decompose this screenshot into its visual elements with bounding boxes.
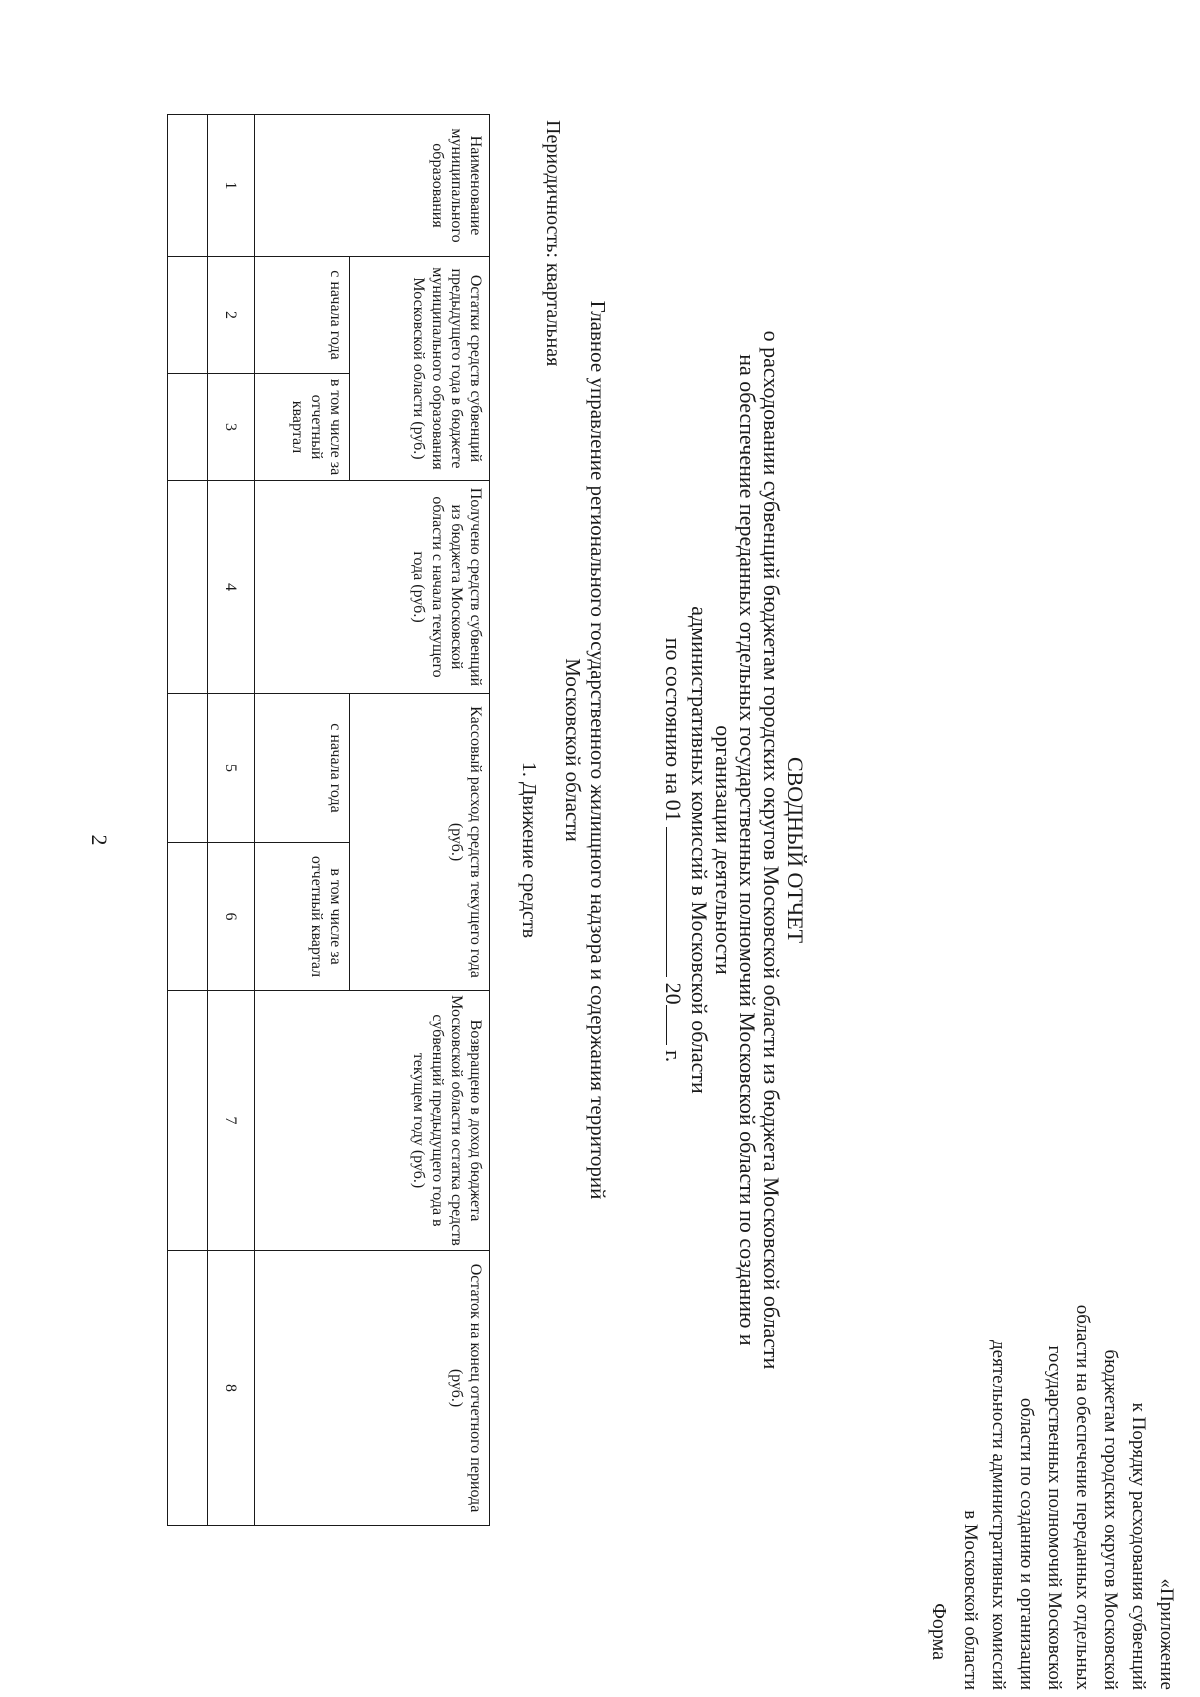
movement-table	[167, 114, 490, 1526]
header-balance-previous-year: Остатки средств субвенций предыдущего года в бюджете муниципального образования Московской области (руб.)	[350, 257, 490, 481]
table-cell[interactable]	[168, 1251, 208, 1526]
header-returned-to-budget: Возвращено в доход бюджета Московской области остатка средств субвенций предыдущего года в текущем году (руб.)	[255, 991, 490, 1251]
report-subtitle-line: на обеспечение переданных отдельных государственных полномочий Московской области по созданию и организации деятельности	[711, 354, 760, 1346]
report-title-block	[661, 300, 807, 1400]
column-number: 2	[208, 257, 255, 374]
appendix-line: деятельности административных комиссий	[988, 1340, 1009, 1690]
subheader-balance-quarter: в том числе за отчетный квартал	[255, 374, 350, 481]
appendix-line: «Приложение	[1156, 1578, 1177, 1690]
table-number-row	[208, 115, 255, 1526]
column-number: 4	[208, 481, 255, 694]
header-balance-end-period: Остаток на конец отчетного периода (руб.)	[255, 1251, 490, 1526]
table-cell[interactable]	[168, 257, 208, 374]
appendix-line: к Порядку расходования субвенций	[1128, 1402, 1149, 1690]
report-date-prefix: по состоянию на 01	[661, 637, 686, 822]
table-cell[interactable]	[168, 481, 208, 694]
subheader-balance-year-start: с начала года	[255, 257, 350, 374]
table-cell[interactable]	[168, 374, 208, 481]
appendix-line: государственных полномочий Московской	[1044, 1345, 1065, 1690]
date-month-blank[interactable]	[666, 827, 685, 977]
subheader-expense-year-start: с начала года	[255, 694, 350, 843]
report-subtitle-line: о расходовании субвенций бюджетам городских округов Московской области из бюджета Московской области	[759, 330, 784, 1370]
date-year-blank[interactable]	[666, 1005, 685, 1045]
header-received-subventions: Получено средств субвенций из бюджета Московской области с начала текущего года (руб.)	[255, 481, 490, 694]
header-cash-expense: Кассовый расход средств текущего года (руб.)	[350, 694, 490, 991]
appendix-line: в Московской области	[960, 1510, 981, 1690]
column-number: 6	[208, 843, 255, 991]
report-subtitle-line: административных комиссий в Московской области	[687, 606, 712, 1094]
table-cell[interactable]	[168, 694, 208, 843]
agency-name: Главное управление регионального государственного жилищного надзора и содержания территорий Московской области	[561, 300, 610, 1200]
column-number: 8	[208, 1251, 255, 1526]
appendix-line: области по созданию и организации	[1016, 1397, 1037, 1690]
column-number: 3	[208, 374, 255, 481]
table-header-row	[350, 115, 490, 1526]
table-row	[168, 115, 208, 1526]
column-number: 1	[208, 115, 255, 257]
table-cell[interactable]	[168, 843, 208, 991]
appendix-note	[956, 1170, 1180, 1690]
report-date-year-prefix: 20	[661, 982, 686, 1005]
report-date-line	[661, 300, 685, 1400]
form-label: Форма	[928, 1603, 950, 1660]
column-number: 7	[208, 991, 255, 1251]
report-title: СВОДНЫЙ ОТЧЕТ	[783, 756, 808, 944]
appendix-line: бюджетам городских округов Московской	[1100, 1349, 1121, 1690]
periodicity-label: Периодичность: квартальная	[542, 120, 564, 367]
subheader-expense-quarter: в том числе за отчетный квартал	[255, 843, 350, 991]
column-number: 5	[208, 694, 255, 843]
page-number: 2	[87, 834, 112, 846]
table-cell[interactable]	[168, 115, 208, 257]
section-title: 1. Движение средств	[518, 761, 540, 939]
appendix-line: области на обеспечение переданных отдельных	[1072, 1304, 1093, 1690]
table-cell[interactable]	[168, 991, 208, 1251]
header-municipality: Наименование муниципального образования	[255, 115, 490, 257]
report-date-suffix: г.	[661, 1050, 686, 1063]
